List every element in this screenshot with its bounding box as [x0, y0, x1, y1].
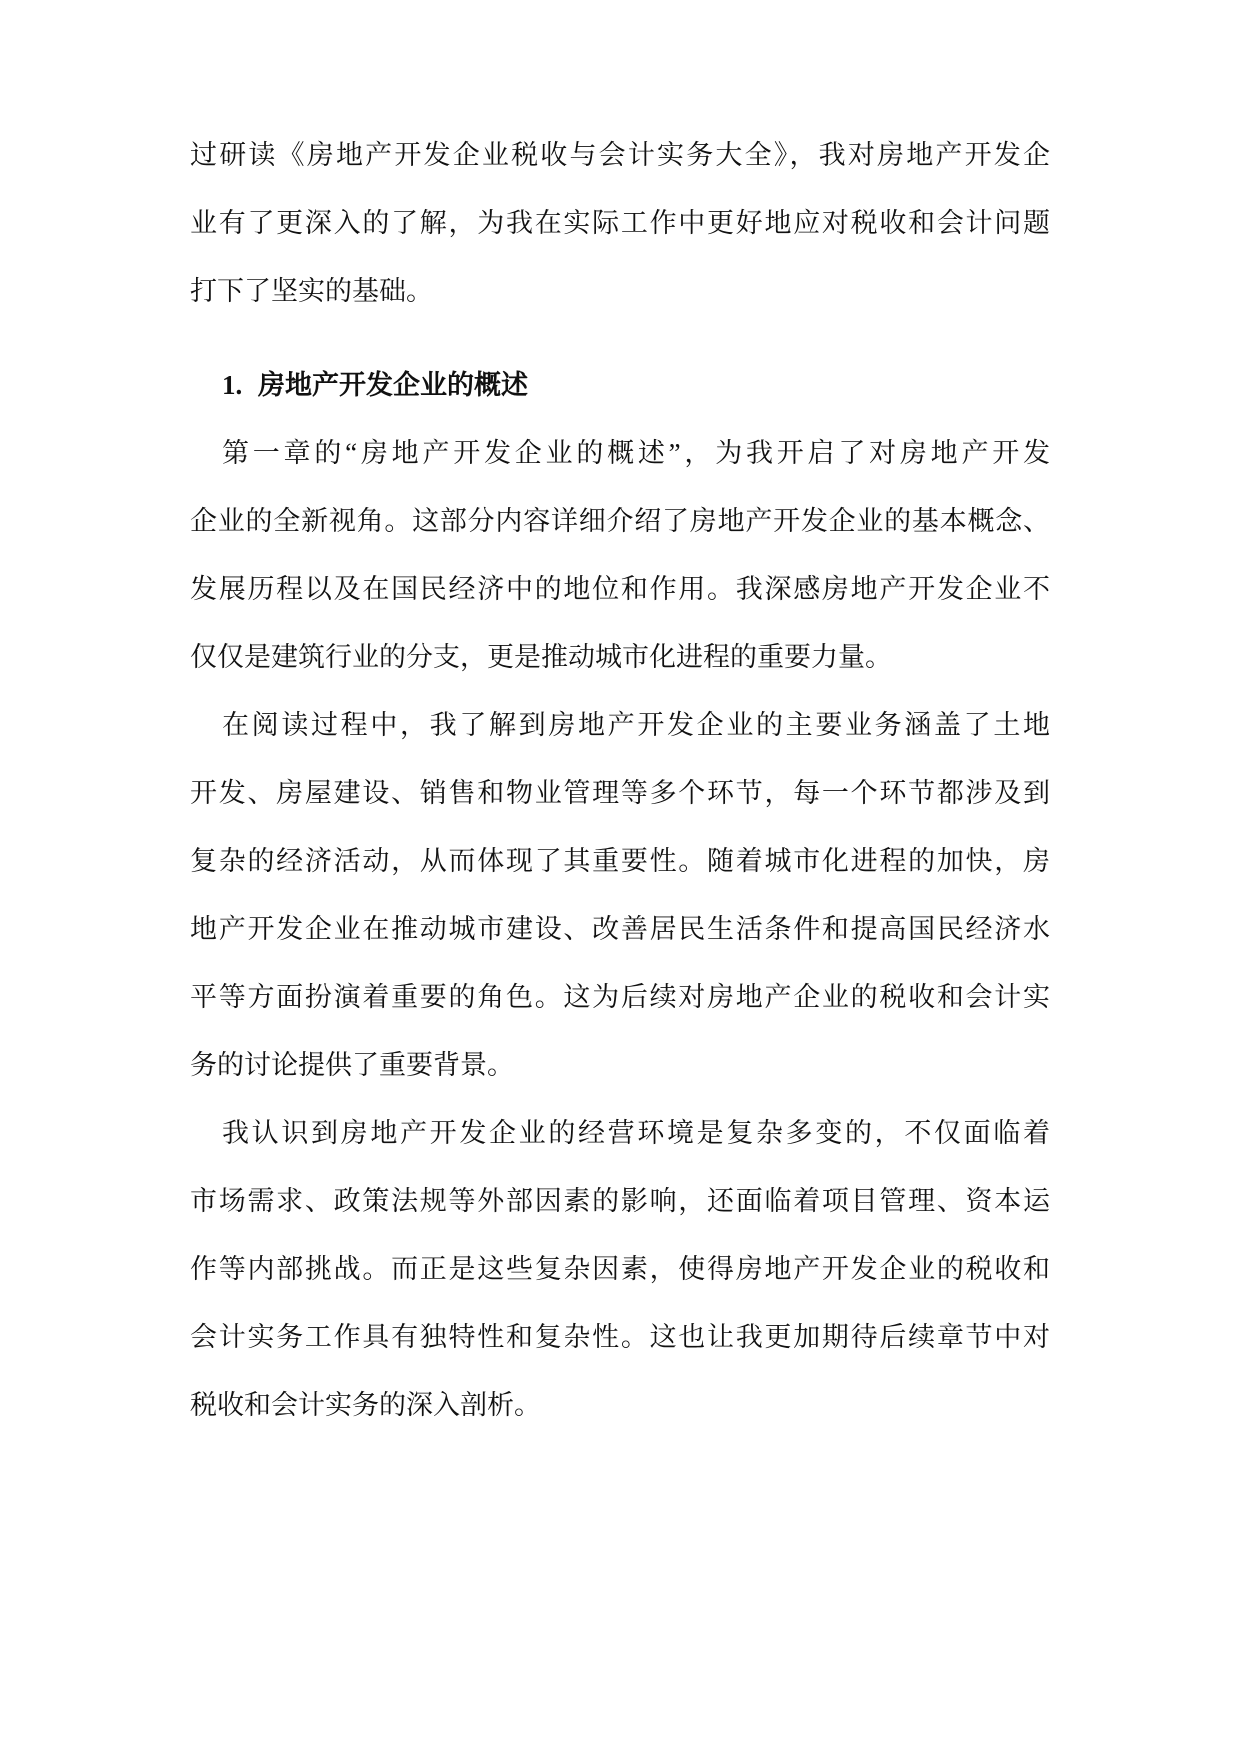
text-line: 仅仅是建筑行业的分支，更是推动城市化进程的重要力量。: [190, 642, 892, 672]
intro-paragraph: [190, 121, 1050, 325]
text-line: 开发、房屋建设、销售和物业管理等多个环节，每一个环节都涉及到: [190, 778, 1050, 808]
section-number: 1.: [222, 370, 243, 400]
text-line: 务的讨论提供了重要背景。: [190, 1050, 514, 1080]
text-line: 税收和会计实务的深入剖析。: [190, 1390, 541, 1420]
text-line: 在阅读过程中，我了解到房地产开发企业的主要业务涵盖了土地: [222, 710, 1050, 740]
text-line: 市场需求、政策法规等外部因素的影响，还面临着项目管理、资本运: [190, 1186, 1050, 1216]
text-line: 我认识到房地产开发企业的经营环境是复杂多变的，不仅面临着: [222, 1118, 1050, 1148]
document-page: [190, 121, 1050, 1439]
text-line: 地产开发企业在推动城市建设、改善居民生活条件和提高国民经济水: [190, 914, 1050, 944]
text-line: 第一章的“房地产开发企业的概述”，为我开启了对房地产开发: [222, 438, 1050, 468]
paragraph: [190, 691, 1050, 1099]
text-line: 复杂的经济活动，从而体现了其重要性。随着城市化进程的加快，房: [190, 846, 1050, 876]
text-line: 业有了更深入的了解，为我在实际工作中更好地应对税收和会计问题: [190, 208, 1050, 238]
text-line: 作等内部挑战。而正是这些复杂因素，使得房地产开发企业的税收和: [190, 1254, 1050, 1284]
text-line: 企业的全新视角。这部分内容详细介绍了房地产开发企业的基本概念、: [190, 506, 1050, 536]
text-line: 打下了坚实的基础。: [190, 276, 433, 306]
paragraph: [190, 1099, 1050, 1439]
section-heading: [190, 351, 1050, 419]
text-line: 发展历程以及在国民经济中的地位和作用。我深感房地产开发企业不: [190, 574, 1050, 604]
paragraph: [190, 419, 1050, 691]
text-line: 平等方面扮演着重要的角色。这为后续对房地产企业的税收和会计实: [190, 982, 1050, 1012]
text-line: 过研读《房地产开发企业税收与会计实务大全》，我对房地产开发企: [190, 140, 1050, 170]
text-line: 会计实务工作具有独特性和复杂性。这也让我更加期待后续章节中对: [190, 1322, 1050, 1352]
section-title: 房地产开发企业的概述: [258, 370, 528, 400]
